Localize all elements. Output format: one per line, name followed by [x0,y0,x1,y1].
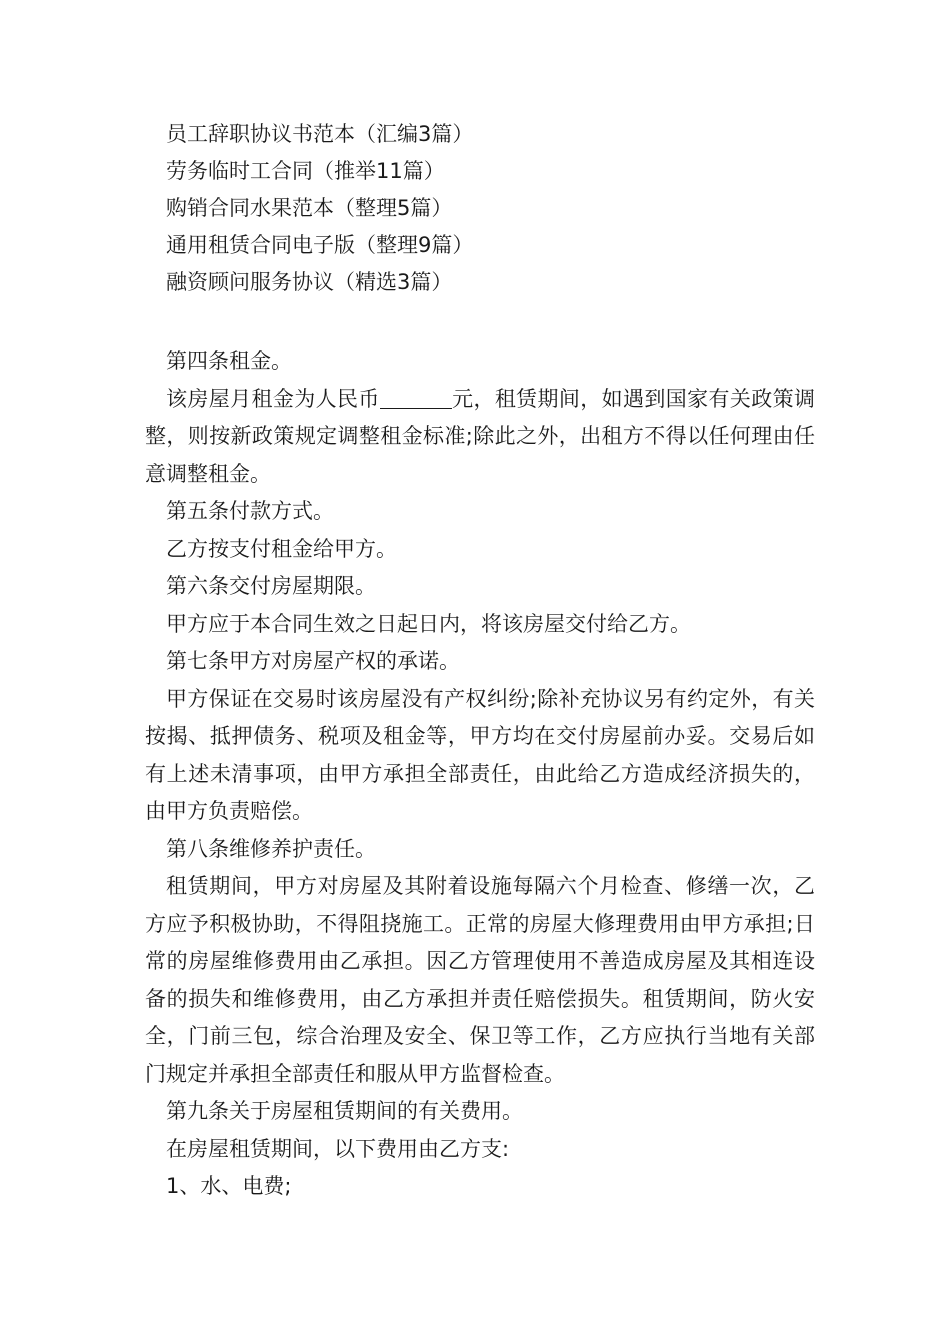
paragraph-text: 该房屋月租金为人民币 [166,386,380,411]
paragraph-text: 元，租赁期间，如遇到国家有关政策调整，则按新政策规定调整租金标准;除此之外，出租方不得以任何理由任意调整租金。 [145,386,815,486]
related-links-list [166,116,473,301]
related-link[interactable]: 劳务临时工合同（推举11篇） [166,159,445,183]
article-paragraph [145,381,815,494]
article-paragraph: 租赁期间，甲方对房屋及其附着设施每隔六个月检查、修缮一次，乙方应予积极协助，不得阻挠施工。正常的房屋大修理费用由甲方承担;日常的房屋维修费用由乙承担。因乙方管理使用不善造成房屋及其相连设备的损失和维修费用，由乙方承担并责任赔偿损失。租赁期间，防火安全，门前三包，综合治理及安全、保卫等工作，乙方应执行当地有关部门规定并承担全部责任和服从甲方监督检查。 [145,874,815,1086]
article-heading: 第五条付款方式。 [166,499,334,523]
article-paragraph: 在房屋租赁期间，以下费用由乙方支: [166,1136,510,1161]
list-item: 1、水、电费; [166,1174,292,1198]
article-heading: 第八条维修养护责任。 [166,836,376,861]
article-paragraph: 甲方保证在交易时该房屋没有产权纠纷;除补充协议另有约定外，有关按揭、抵押债务、税项及租金等，甲方均在交付房屋前办妥。交易后如有上述未清事项，由甲方承担全部责任，由此给乙方造成经济损失的，由甲方负责赔偿。 [145,686,815,823]
contract-body [145,343,815,1206]
article-heading: 第四条租金。 [166,349,292,373]
article-heading: 第九条关于房屋租赁期间的有关费用。 [166,1099,523,1123]
amount-blank [380,388,452,409]
article-paragraph: 甲方应于本合同生效之日起日内，将该房屋交付给乙方。 [166,611,691,636]
article-heading: 第七条甲方对房屋产权的承诺。 [166,649,460,673]
related-link[interactable]: 员工辞职协议书范本（汇编3篇） [166,122,474,146]
article-heading: 第六条交付房屋期限。 [166,574,376,598]
related-link[interactable]: 融资顾问服务协议（精选3篇） [166,270,453,294]
article-paragraph: 乙方按支付租金给甲方。 [166,536,397,561]
related-link[interactable]: 购销合同水果范本（整理5篇） [166,196,453,220]
related-link[interactable]: 通用租赁合同电子版（整理9篇） [166,233,474,257]
